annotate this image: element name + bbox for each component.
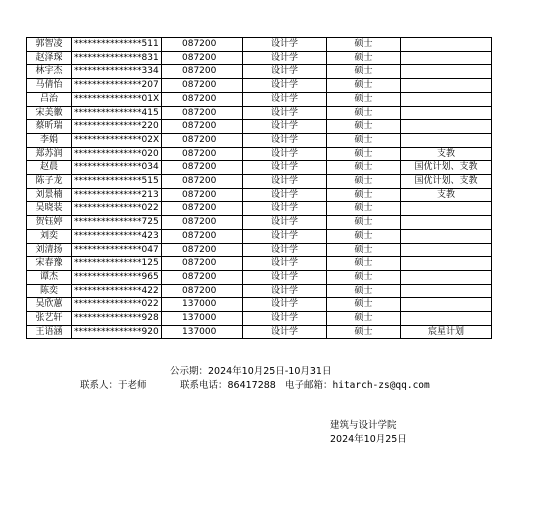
cell-major-code: 087200 — [162, 202, 243, 216]
cell-id: ***************920 — [72, 325, 162, 339]
cell-note: 宸星计划 — [401, 325, 492, 339]
cell-degree: 硕士 — [327, 79, 401, 93]
cell-major: 设计学 — [243, 243, 327, 257]
cell-degree: 硕士 — [327, 51, 401, 65]
cell-degree: 硕士 — [327, 312, 401, 326]
cell-degree: 硕士 — [327, 38, 401, 52]
table-row — [27, 92, 492, 106]
cell-name: 蔡昕瑞 — [27, 120, 72, 134]
cell-degree: 硕士 — [327, 161, 401, 175]
cell-major-code: 087200 — [162, 38, 243, 52]
cell-name: 贺钰婷 — [27, 216, 72, 230]
cell-major-code: 087200 — [162, 92, 243, 106]
cell-id: ***************034 — [72, 161, 162, 175]
notice-contact-person: 联系人：于老师 — [80, 380, 147, 391]
cell-name: 谭杰 — [27, 270, 72, 284]
cell-major: 设计学 — [243, 257, 327, 271]
cell-degree: 硕士 — [327, 298, 401, 312]
table-row — [27, 298, 492, 312]
cell-note: 支教 — [401, 188, 492, 202]
table-row — [27, 106, 492, 120]
table-row — [27, 257, 492, 271]
cell-name: 郭智凌 — [27, 38, 72, 52]
signature-date: 2024年10月25日 — [330, 434, 407, 445]
cell-major: 设计学 — [243, 188, 327, 202]
cell-major: 设计学 — [243, 38, 327, 52]
cell-degree: 硕士 — [327, 106, 401, 120]
table-row — [27, 161, 492, 175]
table-row — [27, 51, 492, 65]
table-row — [27, 147, 492, 161]
cell-major-code: 087200 — [162, 188, 243, 202]
cell-major-code: 087200 — [162, 284, 243, 298]
cell-major: 设计学 — [243, 270, 327, 284]
cell-major: 设计学 — [243, 106, 327, 120]
cell-major: 设计学 — [243, 175, 327, 189]
cell-degree: 硕士 — [327, 147, 401, 161]
cell-major: 设计学 — [243, 133, 327, 147]
cell-id: ***************220 — [72, 120, 162, 134]
cell-major: 设计学 — [243, 284, 327, 298]
cell-id: ***************831 — [72, 51, 162, 65]
cell-major: 设计学 — [243, 312, 327, 326]
cell-major: 设计学 — [243, 65, 327, 79]
cell-name: 郑苏润 — [27, 147, 72, 161]
cell-major: 设计学 — [243, 216, 327, 230]
cell-major: 设计学 — [243, 325, 327, 339]
cell-note — [401, 38, 492, 52]
cell-id: ***************415 — [72, 106, 162, 120]
cell-major-code: 087200 — [162, 65, 243, 79]
cell-name: 赵晨 — [27, 161, 72, 175]
cell-note — [401, 229, 492, 243]
cell-major: 设计学 — [243, 161, 327, 175]
admission-table — [26, 37, 492, 339]
cell-major-code: 087200 — [162, 106, 243, 120]
cell-major-code: 137000 — [162, 312, 243, 326]
cell-note: 国优计划、支教 — [401, 161, 492, 175]
cell-note — [401, 257, 492, 271]
signature-org: 建筑与设计学院 — [330, 420, 397, 431]
table-row — [27, 79, 492, 93]
cell-note — [401, 298, 492, 312]
cell-name: 陈子龙 — [27, 175, 72, 189]
cell-major-code: 087200 — [162, 257, 243, 271]
cell-note — [401, 216, 492, 230]
cell-major: 设计学 — [243, 51, 327, 65]
cell-degree: 硕士 — [327, 284, 401, 298]
cell-major-code: 087200 — [162, 270, 243, 284]
cell-id: ***************02X — [72, 133, 162, 147]
cell-degree: 硕士 — [327, 243, 401, 257]
cell-major-code: 137000 — [162, 298, 243, 312]
cell-id: ***************515 — [72, 175, 162, 189]
cell-id: ***************207 — [72, 79, 162, 93]
cell-degree: 硕士 — [327, 120, 401, 134]
table-row — [27, 65, 492, 79]
cell-name: 李娟 — [27, 133, 72, 147]
cell-major: 设计学 — [243, 79, 327, 93]
cell-id: ***************020 — [72, 147, 162, 161]
cell-name: 宋美徽 — [27, 106, 72, 120]
notice-email: 电子邮箱：hitarch-zs@qq.com — [285, 380, 430, 391]
cell-major: 设计学 — [243, 92, 327, 106]
cell-note: 国优计划、支教 — [401, 175, 492, 189]
cell-note — [401, 65, 492, 79]
cell-id: ***************725 — [72, 216, 162, 230]
cell-name: 刘清扬 — [27, 243, 72, 257]
cell-name: 马倩怡 — [27, 79, 72, 93]
cell-id: ***************022 — [72, 202, 162, 216]
table-row — [27, 243, 492, 257]
cell-name: 赵泽琛 — [27, 51, 72, 65]
cell-name: 刘奕 — [27, 229, 72, 243]
table-row — [27, 120, 492, 134]
cell-degree: 硕士 — [327, 175, 401, 189]
cell-id: ***************125 — [72, 257, 162, 271]
cell-degree: 硕士 — [327, 325, 401, 339]
cell-degree: 硕士 — [327, 65, 401, 79]
cell-degree: 硕士 — [327, 188, 401, 202]
cell-note — [401, 202, 492, 216]
cell-major-code: 087200 — [162, 229, 243, 243]
cell-id: ***************022 — [72, 298, 162, 312]
notice-period: 公示期：2024年10月25日-10月31日 — [170, 366, 332, 377]
table-row — [27, 175, 492, 189]
cell-id: ***************928 — [72, 312, 162, 326]
cell-id: ***************334 — [72, 65, 162, 79]
table-row — [27, 188, 492, 202]
cell-major: 设计学 — [243, 147, 327, 161]
table-row — [27, 216, 492, 230]
cell-major-code: 137000 — [162, 325, 243, 339]
table-row — [27, 133, 492, 147]
cell-major-code: 087200 — [162, 243, 243, 257]
cell-id: ***************965 — [72, 270, 162, 284]
cell-id: ***************01X — [72, 92, 162, 106]
cell-degree: 硕士 — [327, 133, 401, 147]
cell-note — [401, 92, 492, 106]
cell-major-code: 087200 — [162, 175, 243, 189]
cell-degree: 硕士 — [327, 202, 401, 216]
table-row — [27, 284, 492, 298]
cell-note — [401, 243, 492, 257]
cell-major-code: 087200 — [162, 216, 243, 230]
cell-id: ***************422 — [72, 284, 162, 298]
cell-name: 吴晓装 — [27, 202, 72, 216]
cell-note — [401, 133, 492, 147]
cell-major-code: 087200 — [162, 51, 243, 65]
cell-name: 王语涵 — [27, 325, 72, 339]
cell-note — [401, 120, 492, 134]
notice-phone: 联系电话：86417288 — [180, 380, 276, 391]
cell-major-code: 087200 — [162, 147, 243, 161]
cell-name: 张艺轩 — [27, 312, 72, 326]
table-row — [27, 38, 492, 52]
cell-major-code: 087200 — [162, 79, 243, 93]
cell-name: 林宇杰 — [27, 65, 72, 79]
cell-note — [401, 270, 492, 284]
cell-id: ***************047 — [72, 243, 162, 257]
cell-note — [401, 79, 492, 93]
cell-major: 设计学 — [243, 298, 327, 312]
cell-name: 刘景楠 — [27, 188, 72, 202]
cell-note — [401, 284, 492, 298]
table-row — [27, 202, 492, 216]
cell-degree: 硕士 — [327, 270, 401, 284]
table-row — [27, 312, 492, 326]
cell-degree: 硕士 — [327, 216, 401, 230]
cell-degree: 硕士 — [327, 257, 401, 271]
cell-name: 吕治 — [27, 92, 72, 106]
cell-note: 支教 — [401, 147, 492, 161]
cell-note — [401, 51, 492, 65]
cell-id: ***************213 — [72, 188, 162, 202]
table-row — [27, 325, 492, 339]
cell-major-code: 087200 — [162, 120, 243, 134]
cell-name: 吴欣蕙 — [27, 298, 72, 312]
table-row — [27, 229, 492, 243]
cell-name: 宋春豫 — [27, 257, 72, 271]
cell-major: 设计学 — [243, 120, 327, 134]
cell-id: ***************423 — [72, 229, 162, 243]
cell-major: 设计学 — [243, 229, 327, 243]
cell-name: 陈奕 — [27, 284, 72, 298]
cell-degree: 硕士 — [327, 92, 401, 106]
table-row — [27, 270, 492, 284]
cell-id: ***************511 — [72, 38, 162, 52]
cell-note — [401, 106, 492, 120]
cell-major-code: 087200 — [162, 133, 243, 147]
cell-major-code: 087200 — [162, 161, 243, 175]
cell-note — [401, 312, 492, 326]
cell-major: 设计学 — [243, 202, 327, 216]
cell-degree: 硕士 — [327, 229, 401, 243]
